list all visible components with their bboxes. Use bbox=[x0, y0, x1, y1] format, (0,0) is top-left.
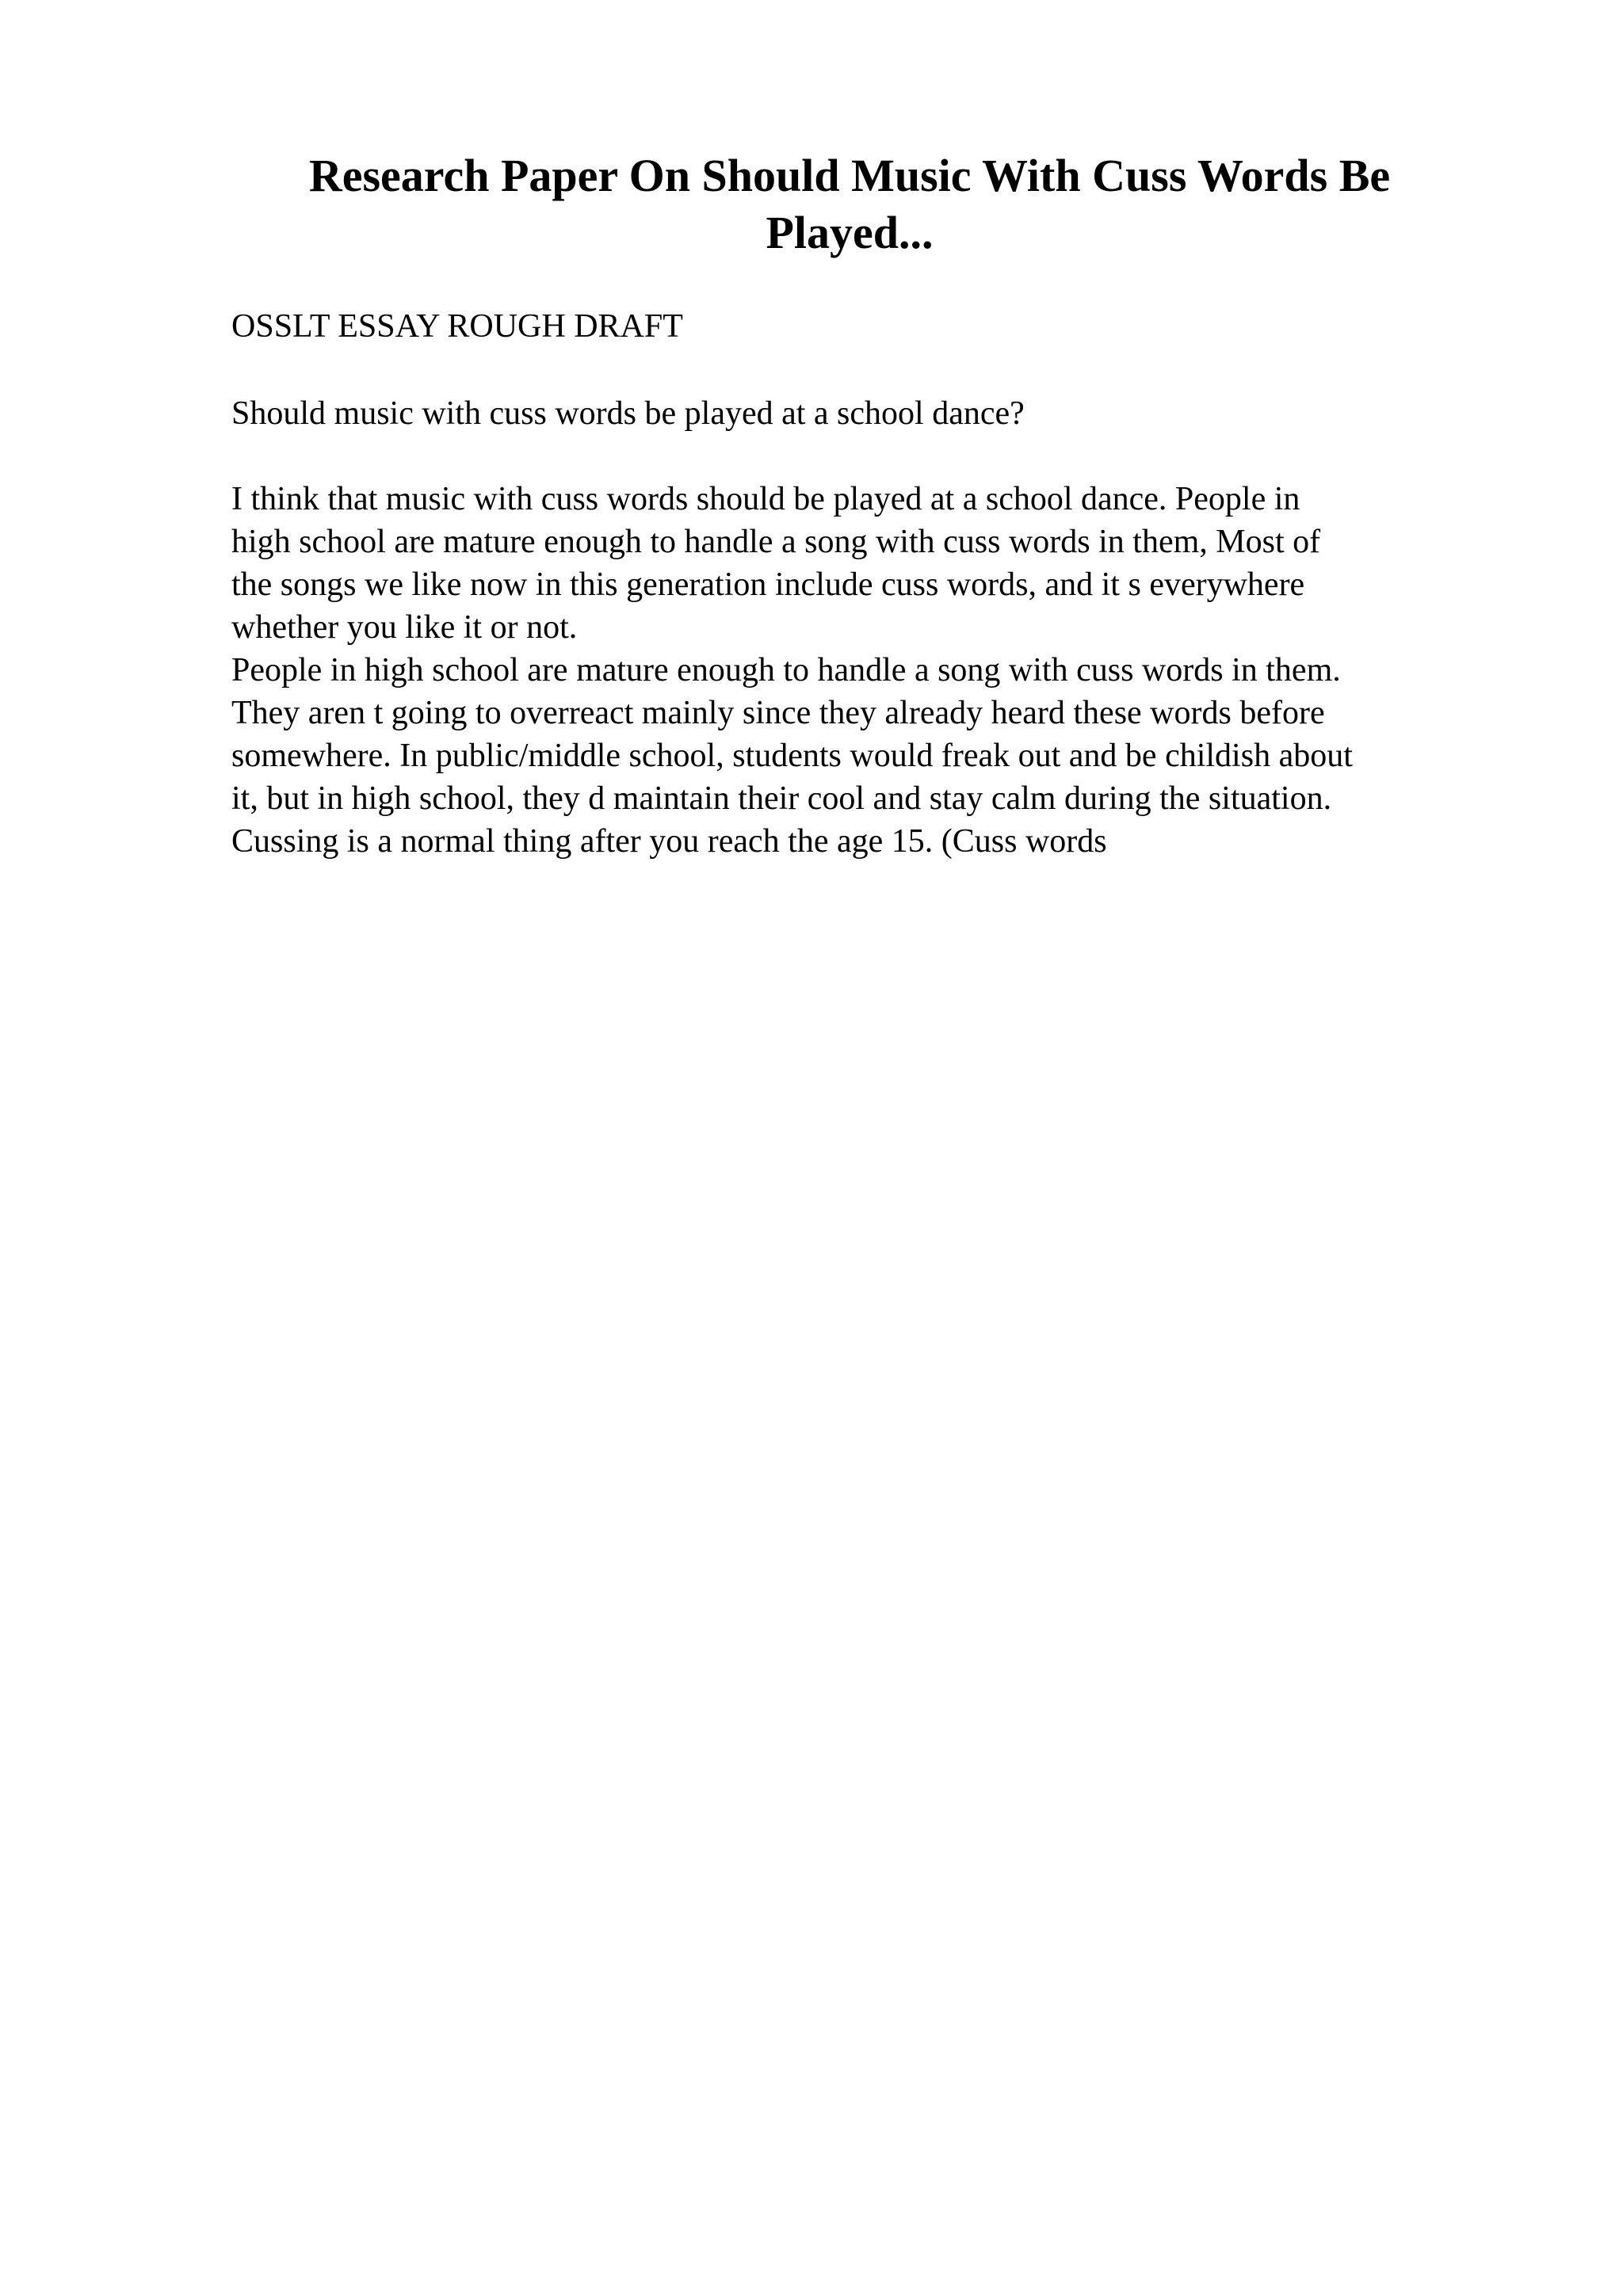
essay-paragraph-2: People in high school are mature enough to handle a song with cuss words in them. They aren t going to overreact mainly since they already heard these words before somewhere. In public/middle school, students would freak out and be childish about it, but in high school, they d maintain their cool and stay calm during the situation. Cussing is a normal thing after you reach the age 15. (Cuss words bbox=[231, 652, 1353, 860]
essay-question: Should music with cuss words be played at a school dance? bbox=[231, 395, 1025, 432]
document-title: Research Paper On Should Music With Cuss Words Be Played... bbox=[308, 150, 1391, 258]
essay-paragraph-1: I think that music with cuss words should be played at a school dance. People in high school are mature enough to handle a song with cuss words in them, Most of the songs we like now in this generation include cuss words, and it s everywhere whether you like it or not. bbox=[231, 481, 1321, 646]
essay-heading: OSSLT ESSAY ROUGH DRAFT bbox=[231, 308, 683, 345]
